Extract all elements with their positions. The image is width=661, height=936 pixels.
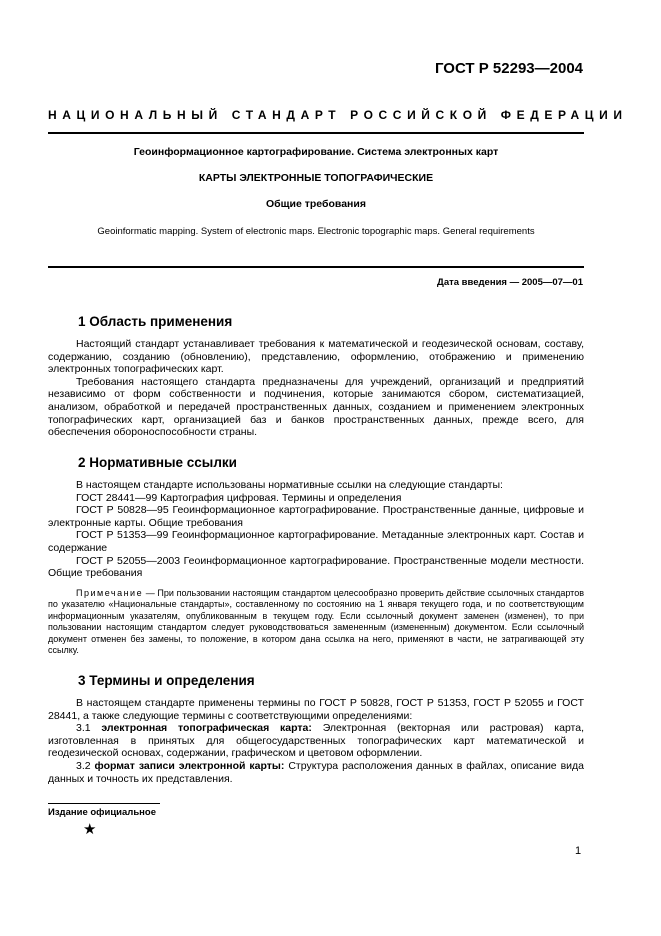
section-1-body [48,338,584,439]
term-definition [48,760,584,785]
page-number: 1 [575,845,582,857]
footer-divider [48,803,160,804]
term-name: формат записи электронной карты: [94,759,285,772]
section-3-body [48,697,584,785]
reference-item: ГОСТ 28441—99 Картография цифровая. Термины и определения [76,491,402,504]
star-icon: ★ [83,821,97,838]
term-name: электронная топографическая карта: [101,722,312,735]
reference-item: ГОСТ Р 51353—99 Геоинформационное картографирование. Метаданные электронных карт. Состав и содержание [48,529,584,554]
section-1-heading: 1 Область применения [78,314,233,329]
section-3-intro: В настоящем стандарте применены термины по ГОСТ Р 50828, ГОСТ Р 51353, ГОСТ Р 52055 и ГОСТ 28441, а также следующие термины с соответствующими определениями: [48,697,584,722]
note-block [48,588,584,656]
introduction-date: Дата введения — 2005—07—01 [437,277,583,288]
term-text: Электронная (векторная или растровая) карта, изготовленная в принятых для общегосударственных топографических карт математической и геодезической основах, содержании, графическом и цветовом оформлении. [48,722,584,760]
section-2-heading: 2 Нормативные ссылки [78,455,237,470]
national-standard-title: НАЦИОНАЛЬНЫЙ СТАНДАРТ РОССИЙСКОЙ ФЕДЕРАЦИИ [48,108,628,122]
reference-item: ГОСТ Р 52055—2003 Геоинформационное картографирование. Пространственные модели местности. Общие требования [48,554,584,580]
note-text: — При пользовании настоящим стандартом целесообразно проверить действие ссылочных стандартов по указателю «Национальные стандарты», составленному по состоянию на 1 января текущего года, и по соответствующим информационным указателям, опубликованным в текущем году. Если ссылочный документ заменен (изменен), то при пользовании настоящим стандартом следует руководствоваться замененным (измененным) документом. Если ссылочный документ отменен без замены, то положение, в котором дана ссылка на него, применяют в части, не затрагивающей эту ссылку. [48,588,584,656]
english-title: Geoinformatic mapping. System of electronic maps. Electronic topographic maps. General requirements [97,226,535,237]
section-2-body [48,479,584,580]
section-1-paragraph: Настоящий стандарт устанавливает требования к математической и геодезической основам, составу, содержанию, созданию (обновлению), представлению, оформлению, отображению и применению электронных топографических карт. [48,338,584,376]
term-number: 3.2 [76,759,95,772]
section-2-intro: В настоящем стандарте использованы нормативные ссылки на следующие стандарты: [76,479,503,491]
term-text: Структура расположения данных в файлах, описание вида данных и точность их представления. [48,759,584,785]
subtitle: Общие требования [266,198,366,210]
title-divider [48,266,584,268]
main-title: КАРТЫ ЭЛЕКТРОННЫЕ ТОПОГРАФИЧЕСКИЕ [198,172,434,184]
top-divider [48,132,584,134]
section-3-heading: 3 Термины и определения [78,673,255,688]
note-label: Примечание [76,588,144,598]
official-edition-label: Издание официальное [48,807,156,818]
note-paragraph [48,588,584,656]
series-title: Геоинформационное картографирование. Система электронных карт [133,146,499,158]
term-number: 3.1 [76,722,102,735]
section-1-paragraph: Требования настоящего стандарта предназначены для учреждений, организаций и предприятий независимо от форм собственности и подчинения, которые занимаются сбором, систематизацией, анализом, обработкой и передачей пространственных данных, созданием и применением электронных топографических карт, организацией баз и банков пространственных данных, прежде всего, для обеспечения обороноспособности страны. [48,375,584,439]
term-definition [48,722,584,760]
standard-code: ГОСТ Р 52293—2004 [434,60,583,77]
reference-item: ГОСТ Р 50828—95 Геоинформационное картографирование. Пространственные данные, цифровые и электронные карты. Общие требования [48,504,584,529]
